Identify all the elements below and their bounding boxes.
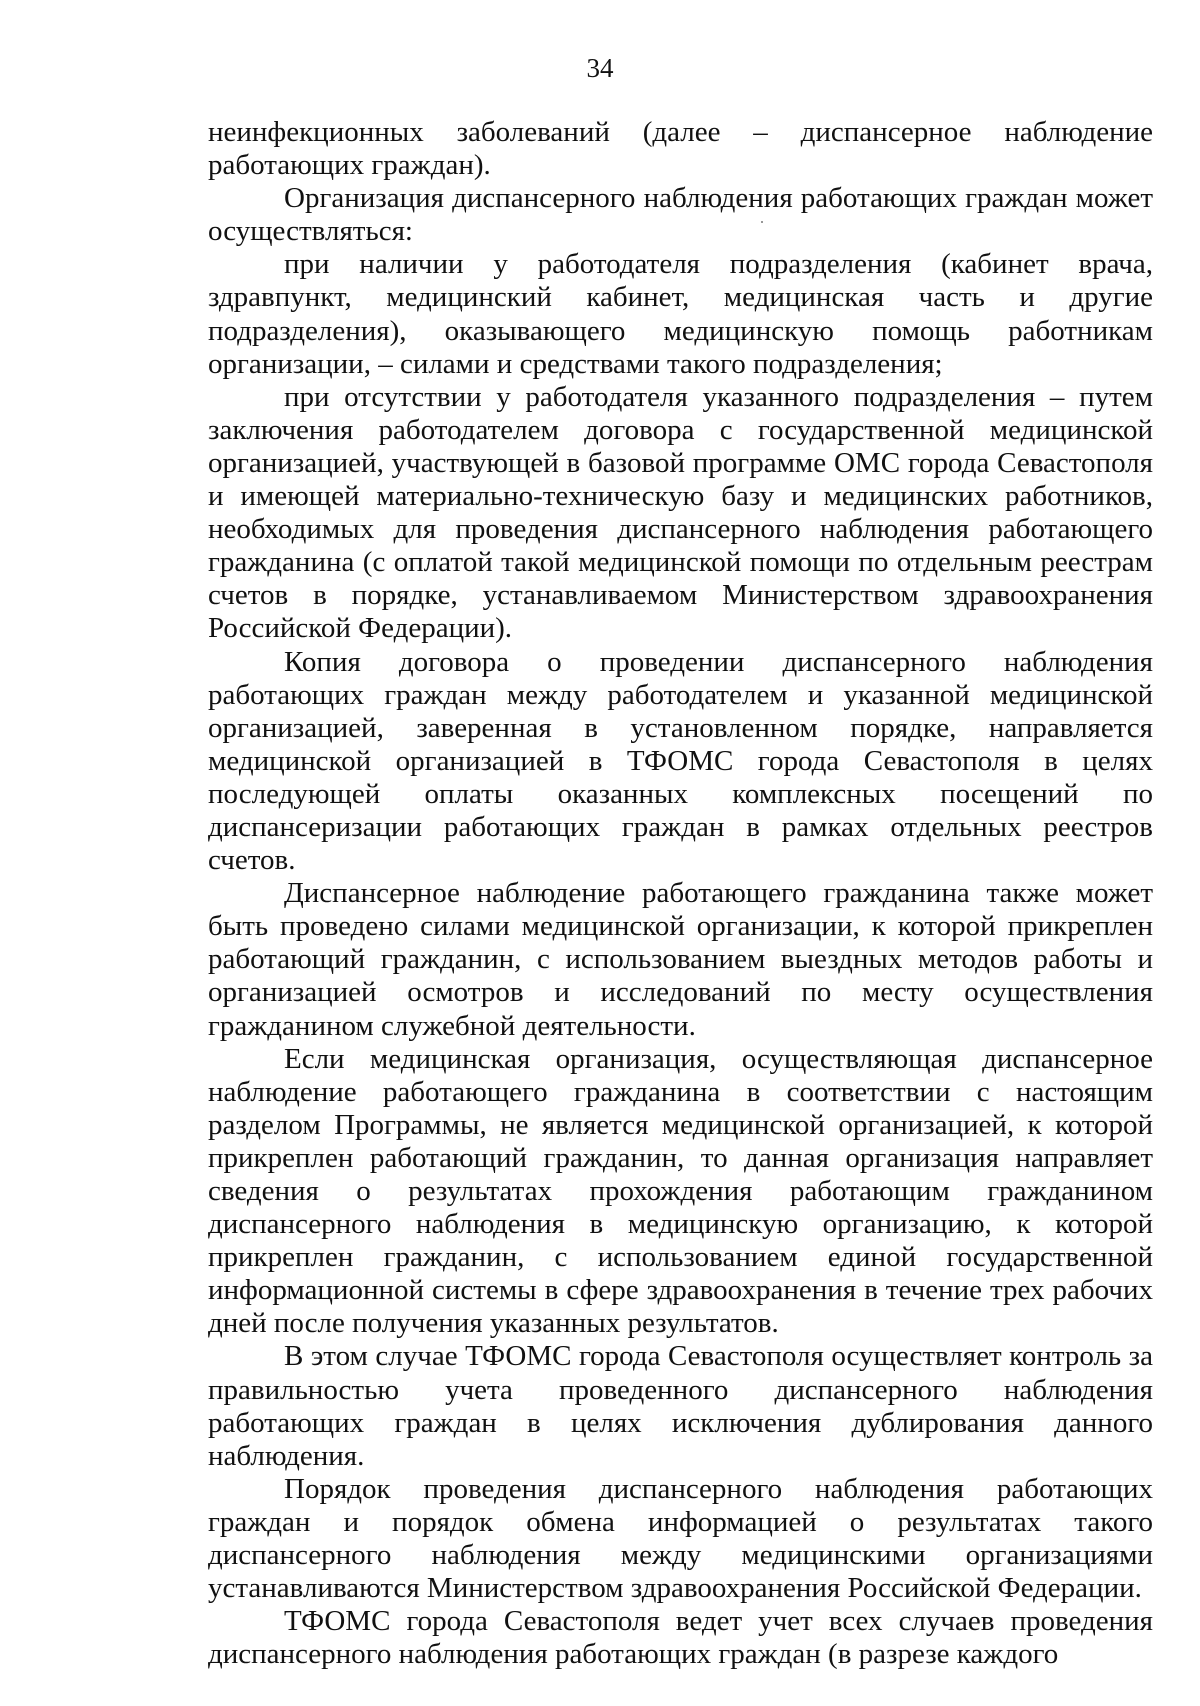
paragraph: В этом случае ТФОМС города Севастополя осуществляет контроль за правильностью учета проведенного диспансерного наблюдения работающих граждан в целях исключения дублирования данного наблюдения. (208, 1340, 1153, 1472)
paragraph: при наличии у работодателя подразделения (кабинет врача, здравпункт, медицинский кабинет, медицинская часть и другие подразделения), оказывающего медицинскую помощь работникам организации, – силами и средствами такого подразделения; (208, 248, 1153, 380)
paragraph: Если медицинская организация, осуществляющая диспансерное наблюдение работающего гражданина в соответствии с настоящим разделом Программы, не является медицинской организацией, к которой прикреплен работающий гражданин, то данная организация направляет сведения о результатах прохождения работающим гражданином диспансерного наблюдения в медицинскую организацию, к которой прикреплен гражданин, с использованием единой государственной информационной системы в сфере здравоохранения в течение трех рабочих дней после получения указанных результатов. (208, 1042, 1153, 1340)
paragraph: Организация диспансерного наблюдения работающих граждан может осуществляться: (208, 182, 1153, 248)
paragraph: Порядок проведения диспансерного наблюдения работающих граждан и порядок обмена информацией о результатах такого диспансерного наблюдения между медицинскими организациями устанавливаются Министерством здравоохранения Российской Федерации. (208, 1472, 1153, 1605)
paragraph: ТФОМС города Севастополя ведет учет всех случаев проведения диспансерного наблюдения работающих граждан (в разрезе каждого (208, 1605, 1153, 1671)
page-number: 34 (586, 53, 614, 83)
document-body (208, 116, 1153, 1671)
paragraph-continuation: неинфекционных заболеваний (далее – диспансерное наблюдение работающих граждан). (208, 116, 1153, 182)
paragraph: при отсутствии у работодателя указанного подразделения – путем заключения работодателем договора с государственной медицинской организацией, участвующей в базовой программе ОМС города Севастополя и имеющей материально-техническую базу и медицинских работников, необходимых для проведения диспансерного наблюдения работающего гражданина (с оплатой такой медицинской помощи по отдельным реестрам счетов в порядке, устанавливаемом Министерством здравоохранения Российской Федерации). (208, 380, 1153, 645)
paragraph: Копия договора о проведении диспансерного наблюдения работающих граждан между работодателем и указанной медицинской организацией, заверенная в установленном порядке, направляется медицинской организацией в ТФОМС города Севастополя в целях последующей оплаты оказанных комплексных посещений по диспансеризации работающих граждан в рамках отдельных реестров счетов. (208, 645, 1153, 877)
paragraph: Диспансерное наблюдение работающего гражданина также может быть проведено силами медицинской организации, к которой прикреплен работающий гражданин, с использованием выездных методов работы и организацией осмотров и исследований по месту осуществления гражданином служебной деятельности. (208, 877, 1153, 1042)
